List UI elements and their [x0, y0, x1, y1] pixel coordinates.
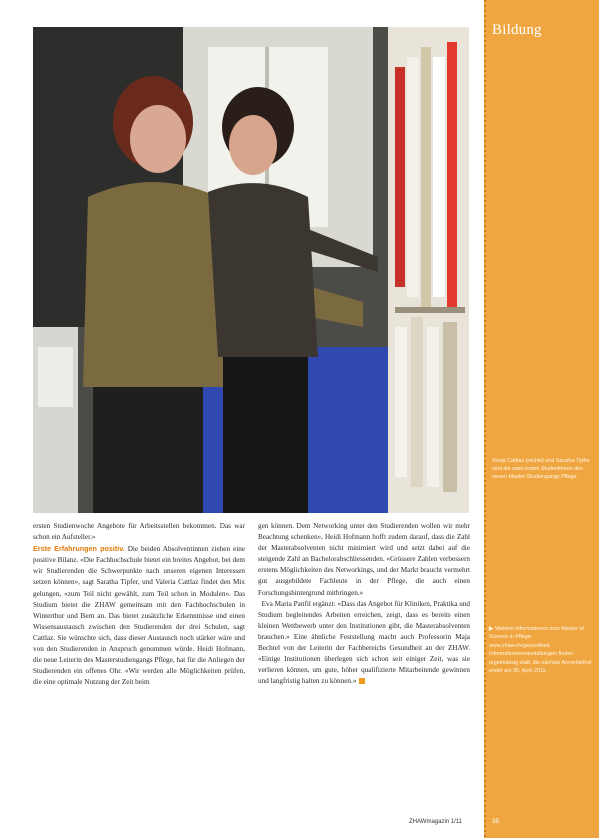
paragraph-text: Die beiden Absolventinnen ziehen eine positive Bilanz. «Die Fachhochschule bietet ein breites Angebot, bei dem wir Studierenden die Schwerpunkte nach unseren eigenen Interessen setzen können», sagt Saratha Tipfer, und Valeria Cattlaz findet den Mix gelungen, «zum Teil nicht gewählt, zum Teil schon in Modulen». Das Studium bietet die ZHAW gemeinsam mit den Fachhochschulen in Winterthur und Bern an. Das bietet zusätzliche Erkenntnisse und einen Wissensaustausch zwischen den Studierenden der drei Schulen, sagt Cattlaz. Sie wünschte sich, dass dieser Austausch noch stärker wäre und von den Studierenden in Anspruch genommen würde. Heidi Hofmann, die neue Leiterin des Masterstudiengangs Pflege, hat für die Anliegen der Studierenden ein offenes Ohr. «Wir werden alle Möglichkeiten prüfen, die eine optimale Nutzung der Zeit beim	[33, 545, 245, 687]
article-column-right	[258, 521, 470, 687]
paragraph-lead: Erste Erfahrungen positiv.	[33, 544, 125, 554]
magazine-footer: ZHAWmagazin 1/11	[409, 819, 463, 825]
paragraph: ersten Studienwoche Angebote für Arbeitsstellen bekommen. Das war schon ein Aufsteller.»	[33, 522, 245, 542]
paragraph	[33, 543, 245, 688]
page-number: 35	[492, 818, 500, 825]
arrow-icon: ▶	[489, 626, 494, 632]
end-mark-icon	[359, 678, 365, 684]
info-box-text: Weitere Informationen zum Master of Science in Pflege: www.zhaw.ch/gesundheit. Informationsveranstaltungen finden regelmässig statt; die nächste Anmeldefrist endet am 30. April 2011.	[489, 626, 592, 675]
article-column-left	[33, 521, 245, 688]
paragraph-text: Eva Maria Panfil ergänzt: «Dass das Angebot für Kliniken, Praktika und Studium begleitendes Arbeiten erreichen, zeigt, dass es bereits einen kleinen Wettbewerb unter den Institutionen gibt, die Masterabsolventen brauchen.» Eine ähnliche Feststellung macht auch Professorin Maja Bechtel von der Leiterin der Fachbereichs Gesundheit an der ZHAW. «Einige Institutionen überlegen sich schon seit einiger Zeit, was sie verlieren können, um gute, höher qualifizierte Mitarbeitende gewinnen und langfristig halten zu können.»	[258, 599, 471, 686]
info-box	[489, 625, 593, 675]
article-photo	[33, 27, 469, 513]
section-title: Bildung	[492, 22, 542, 38]
photo-illustration	[33, 27, 469, 513]
sidebar-band	[484, 0, 599, 838]
paragraph: gen können. Dem Networking unter den Studierenden wollen wir mehr Beachtung schenken», Heidi Hofmann hofft zudem darauf, dass die Zahl der Masterabsolventen nicht minimiert wird und setzt dabei auf die steigende Zahl an Bachelorabschliessenden. «Grössere Zahlen verbessern erstens Möglichkeiten des Networkings, und der Markt braucht vermehrt gut ausgebildete Fachleute in der Pflege, die auch einen Forschungshintergrund mitbringen.»	[258, 522, 470, 597]
photo-caption: Sonja Cattlaz (rechts) und Saratha Tipfer sind die zwei ersten Studentinnen des neuen Master-Studiengangs Pflege.	[492, 458, 590, 481]
dotted-rule	[484, 0, 486, 838]
paragraph	[258, 599, 470, 688]
